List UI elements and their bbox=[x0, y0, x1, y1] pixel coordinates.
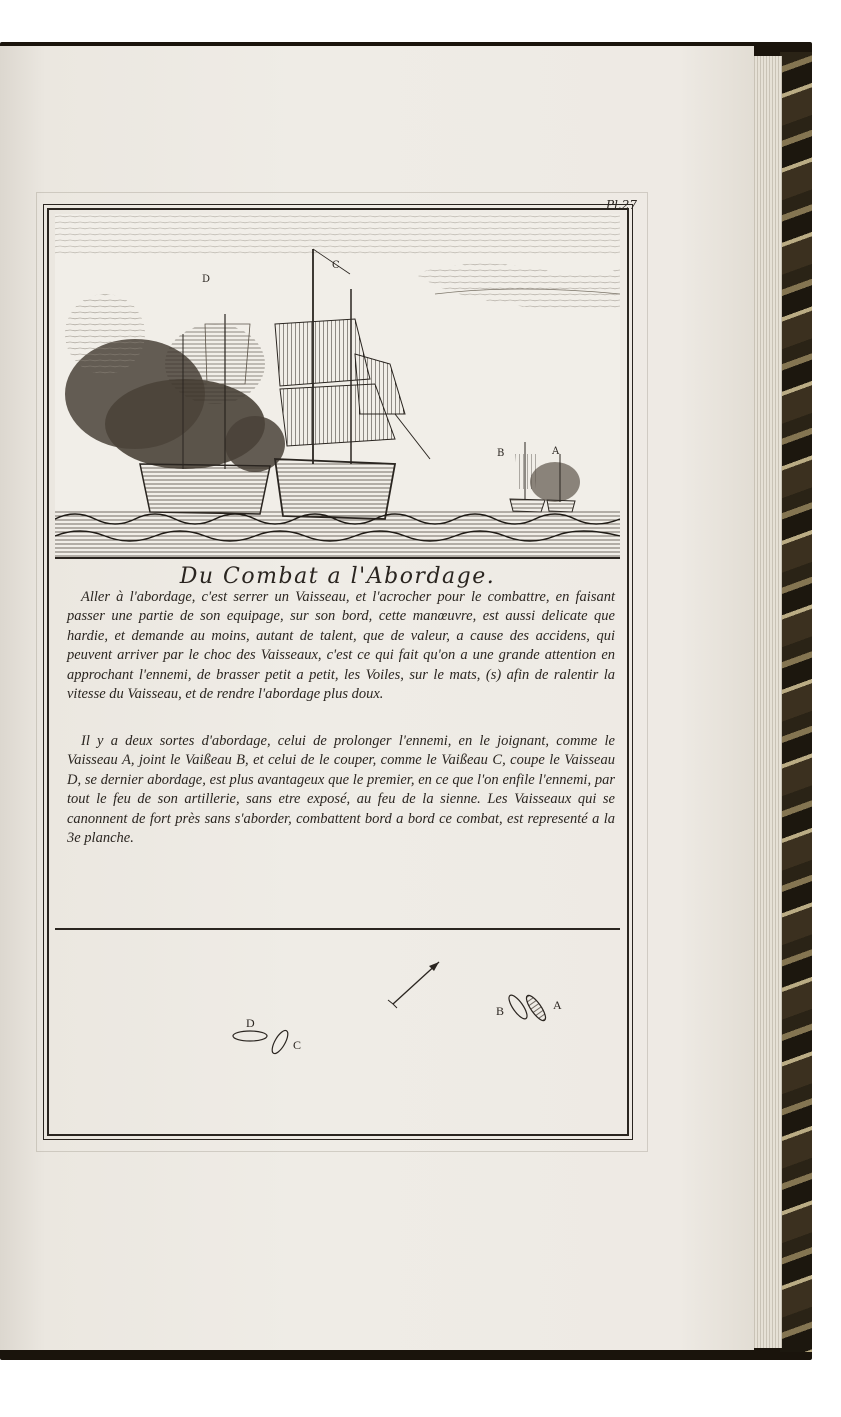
ship-c-marker bbox=[269, 1028, 291, 1056]
ship-label-a: A bbox=[552, 446, 560, 457]
smoke-cloud bbox=[65, 294, 285, 472]
diagram-label-a: A bbox=[553, 998, 562, 1012]
marbled-board-edge bbox=[780, 52, 812, 1352]
ship-a-marker bbox=[523, 993, 548, 1023]
diagram-drawing bbox=[55, 932, 620, 1128]
boarding-diagram bbox=[55, 932, 620, 1128]
caption-panel bbox=[55, 560, 620, 926]
panel-divider bbox=[55, 928, 620, 930]
sea bbox=[55, 509, 620, 557]
diagram-label-c: C bbox=[293, 1038, 302, 1052]
diagram-label-b: B bbox=[496, 1004, 505, 1018]
ship-label-d: D bbox=[202, 274, 211, 285]
diagram-label-d: D bbox=[246, 1016, 255, 1030]
ship-d-marker bbox=[233, 1031, 267, 1041]
caption-paragraph-1: Aller à l'abordage, c'est serrer un Vaisseau, et l'acrocher pour le combattre, en faisant passer une partie de son equipage, sur son bord, cette manœuvre, est aussi delicate que hardie, et demande au moins, autant de talent, que de valeur, a cause des accidens, qui peuvent arriver par le choc des Vaisseaux, c'est ce qui fait qu'on a une grande attention en approchant l'ennemi, de brasser petit a petit, les Voiles, sur le mats, (s) afin de ralentir la vitesse du Vaisseau, et de rendre l'abordage plus doux. bbox=[67, 589, 615, 703]
naval-battle-engraving bbox=[55, 214, 620, 559]
ships-b-a bbox=[510, 442, 580, 512]
wind-arrow-icon bbox=[388, 962, 439, 1008]
plate-number: Pl.27 bbox=[606, 198, 637, 212]
page-edges bbox=[752, 56, 782, 1348]
ship-label-b: B bbox=[497, 448, 505, 459]
caption-title: Du Combat a l'Abordage. bbox=[179, 564, 496, 589]
caption-paragraph-2: Il y a deux sortes d'abordage, celui de prolonger l'ennemi, en le joignant, comme le Vaisseau A, joint le Vaißeau B, et celui de le couper, comme le Vaißeau C, coupe le Vaisseau D, se dernier abordage, est plus avantageux que le premier, en ce que l'on enfile l'ennemi, par tout le feu de son artillerie, sans etre exposé, au feu de la sienne. Les Vaisseaux qui se canonnent de fort près sans s'aborder, combattent bord a bord ce combat, est representé a la 3e planche. bbox=[67, 733, 615, 847]
ship-label-c: C bbox=[332, 260, 340, 271]
ship-c bbox=[275, 249, 430, 519]
